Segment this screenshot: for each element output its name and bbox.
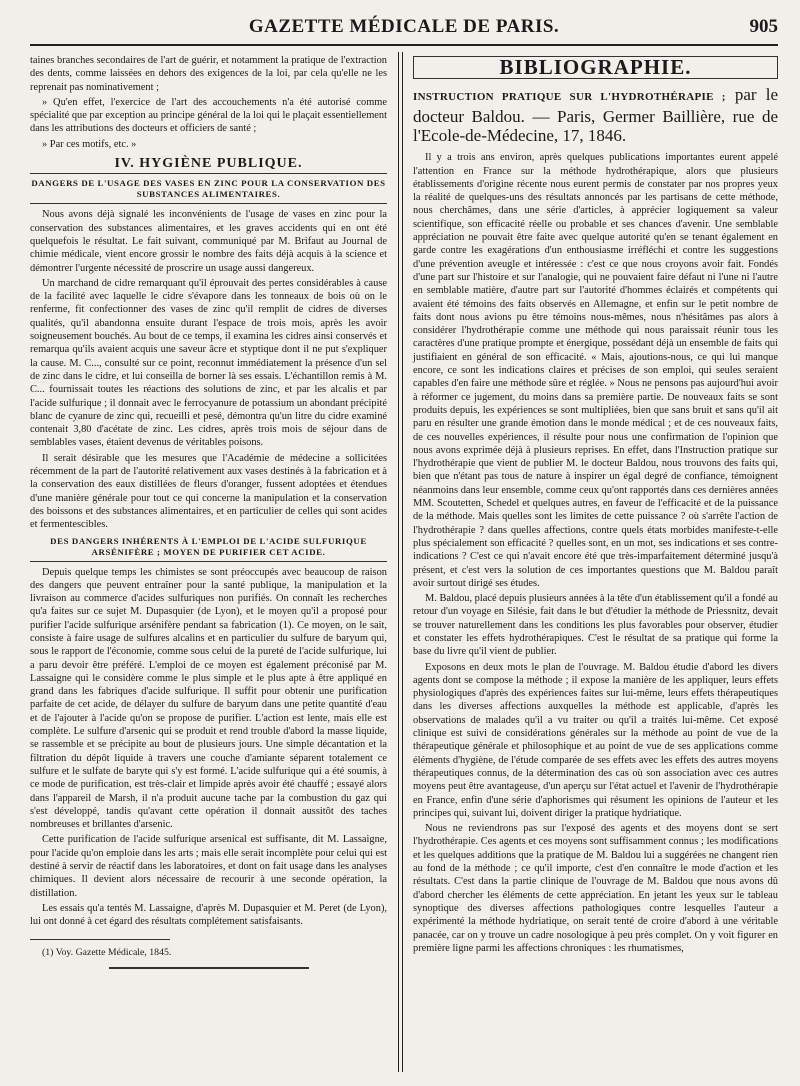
bottom-divider	[109, 967, 309, 969]
section-title-bibliographie: BIBLIOGRAPHIE.	[413, 56, 778, 79]
intro-paragraph: taines branches secondaires de l'art de guérir, et notamment la pratique de l'extraction des dents, comme laissées en dehors des exigences de la loi, par cela qu'elle ne les reprenait pas nominativement ;	[30, 55, 387, 93]
review-paragraph: Exposons en deux mots le plan de l'ouvrage. M. Baldou étudie d'abord les divers agents dont se compose la méthode ; il expose la manière de les appliquer, leurs effets physiologiques d'après des expériences faites sur lui-même, leurs effets thérapeutiques dans les diverses affections auxquelles la méthode est applicable, d'après les observations de malades qu'il a vu traiter ou qu'il a traités lui-même. Cet exposé clinique est suivi de considérations générales sur la méthode au point de vue de la thérapeutique générale et philosophique et au point de vue de ses applications comme éléments d'hygiène, de l'étude comparée de ses effets avec les effets des autres moyens thérapeutiques connus, de la détermination des cas où son association avec ces autres moyens peut être avantageuse, d'un aperçu sur l'état actuel et l'avenir de l'hydrothérapie en France, enfin d'une série d'aphorismes qui résument les opinions de l'auteur et les principes qui, suivant lui, doivent diriger la pratique hydriatique.	[413, 661, 778, 819]
book-title: INSTRUCTION PRATIQUE SUR L'HYDROTHÉRAPIE ;	[413, 91, 726, 104]
book-publication: par le docteur Baldou. — Paris, Germer Baillière, rue de l'Ecole-de-Médecine, 17, 1846.	[413, 85, 778, 146]
article-paragraph: Un marchand de cidre remarquant qu'il éprouvait des pertes considérables à cause de la facilité avec laquelle le cidre s'évapore dans les tonneaux de bois où on le renferme, fit confectionner des vases de zinc qu'il remplit de cidres de diverses qualités, qu'il abandonna ensuite durant l'espace de trois mois, après les avoir soigneusement bouchés. Au bout de ce temps, il examina les cidres ainsi conservés et remarqua qu'ils avaient acquis une saveur âcre et styptique dont il ne put s'expliquer la cause. M. C..., consulté sur ce point, reconnut immédiatement la présence d'un sel de zinc dans le cidre, et lui conseilla de borner là ses essais. L'échantillon remis à M. C... fournissait toutes les réactions des solutions de zinc, et par les alcalis et par l'acide sulfurique ; il donnait avec le ferrocyanure de potassium un abondant précipité blanc de cyanure de zinc qui, recueilli et pesé, démontra qu'un litre du cidre examiné contenait 3,80 d'acétate de zinc. Les cidres, après trois mois de séjour dans de semblables vases, étaient devenus de véritables poisons.	[30, 277, 387, 449]
footnote-divider	[30, 939, 170, 940]
article-paragraph: Nous avons déjà signalé les inconvénients de l'usage de vases en zinc pour la conservation des substances alimentaires, et les graves accidents qui en ont été quelquefois le résultat. Le fait suivant, communiqué par M. Brifaut au Journal de chimie médicale, vient encore grossir le nombre des faits déjà acquis à la science et démontrer l'urgente nécessité de proscrire un usage aussi dangereux.	[30, 209, 387, 274]
article-heading-acid: DES DANGERS INHÉRENTS À L'EMPLOI DE L'ACIDE SULFURIQUE ARSÉNIFÈRE ; MOYEN DE PURIFIER CET ACIDE.	[30, 536, 387, 562]
left-column	[30, 54, 387, 969]
article-heading-zinc: DANGERS DE L'USAGE DES VASES EN ZINC POUR LA CONSERVATION DES SUBSTANCES ALIMENTAIRES.	[30, 178, 387, 204]
page-header	[30, 14, 778, 46]
article-paragraph: Les essais qu'a tentés M. Lassaigne, d'après M. Dupasquier et M. Peret (de Lyon), lui ont donné à cet égard des résultats complétement satisfaisants.	[30, 902, 387, 928]
intro-paragraph: » Par ces motifs, etc. »	[42, 138, 137, 150]
article-paragraph: Il serait désirable que les mesures que l'Académie de médecine a sollicitées récemment de la part de l'autorité relativement aux vases destinés à la fabrication et à la conservation des eaux distillées de fleurs d'oranger, fussent adoptées et étendues d'une manière générale pour tout ce qui concerne la manipulation et la conservation des boissons et des substances alimentaires, et en particulier de celles qui sont acides et fermentescibles.	[30, 452, 387, 531]
article-paragraph: Cette purification de l'acide sulfurique arsenical est suffisante, dit M. Lassaigne, pour l'acide qu'on emploie dans les arts ; mais elle serait incomplète pour celui qui est destiné à servir de réactif dans les laboratoires, et dont on fait usage dans les analyses chimiques. Il devient alors nécessaire de recourir à une seconde opération, la distillation.	[30, 834, 387, 899]
review-paragraph: M. Baldou, placé depuis plusieurs années à la tête d'un établissement qu'il a fondé au retour d'un voyage en Silésie, fait dans le but d'étudier la méthode de Priessnitz, devait se trouver naturellement dans les conditions les plus favorables pour observer, étudier et constater les effets hydrothérapiques. C'est le résultat de sa pratique qui forme la base du livre qu'il vient de publier.	[413, 593, 778, 658]
column-divider	[398, 52, 403, 1072]
section-title-hygiene: IV. HYGIÈNE PUBLIQUE.	[30, 157, 387, 174]
article-paragraph: Depuis quelque temps les chimistes se sont préoccupés avec beaucoup de raison des dangers que peuvent entraîner pour la santé publique, la manipulation et la livraison au commerce d'acides sulfuriques non purifiés. On connaît les recherches qu'a faites sur ce sujet M. Dupasquier (de Lyon), et le moyen qu'il a proposé pour purifier l'acide sulfurique arsénifère pendant sa fabrication (1). Ce moyen, on le sait, consiste à faire usage de sulfures alcalins et en particulier du sulfure de baryum qui, sous le rapport de l'économie, comme sous celui de la pureté de l'acide sulfurique, lui a paru devoir être préféré. L'emploi de ce moyen est également préconisé par M. Lassaigne qui le considère comme le plus simple et le plus apte à être appliqué en grand dans les fabriques d'acide sulfurique. Il suffit pour obtenir une purification parfaite de cet acide, de délayer du sulfure de baryum dans une petite quantité d'eau et de l'ajouter à l'acide qu'on se propose de purifier. L'action est lente, mais elle est complète. Le sulfure d'arsenic qui se produit et rend trouble d'abord la masse liquide, se rassemble et se précipite au bout de plusieurs jours. Une simple décantation et la filtration du dépôt liquide à travers une couche d'amiante séparent totalement ce sulfure et le sulfate de baryte qui s'y est formé. L'acide sulfurique qui a été soumis, à ce mode de purification, est très-clair et limpide après avoir été chauffé ; essayé alors dans l'appareil de Marsh, il n'a produit aucune tache par la combustion du gaz qui s'est développé, tandis qu'avant cette opération il donnait aussitôt des taches nombreuses et brillantes d'arsenic.	[30, 566, 387, 831]
footnote: (1) Voy. Gazette Médicale, 1845.	[42, 946, 172, 958]
running-title: GAZETTE MÉDICALE DE PARIS.	[248, 16, 560, 37]
review-paragraph: Nous ne reviendrons pas sur l'exposé des agents et des moyens dont se sert l'hydrothérapie. Ces agents et ces moyens sont suffisamment connus ; les modifications et les quelques additions que la pratique de M. Baldou lui a suggérées ne changent rien au fond de la méthode ; ce qu'il importe, c'est d'en connaître le mode d'action et les résultats. C'est dans la partie clinique de l'ouvrage de M. Baldou que nous avons dû d'abord chercher les éléments de cette appréciation. En jetant les yeux sur le tableau synoptique des diverses affections pathologiques contre lesquelles l'auteur a expérimenté la méthode hydriatique, on serait tenté de croire d'abord à une véritable panacée, car on y trouve un cadre nosologique à peu près complet. On y voit figurer en première ligne parmi les affections chroniques : les rhumatismes,	[413, 823, 778, 954]
book-reference	[413, 85, 778, 145]
right-column	[413, 54, 778, 957]
intro-paragraph: » Qu'en effet, l'exercice de l'art des accouchements n'a été autorisé comme spécialité que par exception au principe général de la loi qui le plaçait essentiellement dans les attributions des docteurs et officiers de santé ;	[30, 96, 387, 135]
page-number: 905	[749, 16, 778, 37]
review-paragraph: Il y a trois ans environ, après quelques publications importantes eurent appelé l'attention en France sur la méthode hydrothérapique, alors que plusieurs établissements d'origine récente nous eurent permis de constater par nos propres yeux la réalité de quelques-uns des résultats annoncés par les partisans de cette méthode, nous cherchâmes, dans une série d'articles, à apprécier logiquement sa valeur scientifique, son efficacité réelle ou probable et ses chances d'avenir. Une semblable appréciation ne pouvait être faite avec quelque autorité qu'en se tenant également en garde contre les exagérations d'un enthousiasme irréfléchi et contre les suggestions d'une prévention aveugle et intéressée : c'est ce que nous croyons avoir fait. Fondés d'une part sur l'histoire et sur l'analogie, qui ne pouvaient faire défaut ni l'une ni l'autre en semblable matière, d'autre part sur l'autorité d'hommes éclairés et compétents qui avaient été témoins des faits observés en Allemagne, et enfin sur le petit nombre de faits dont nous avions pu être témoins nous-mêmes, nous n'hésitâmes pas alors à considérer l'hydrothérapie comme une méthode qui nous paraissait réunir tous les caractères d'une pratique prompte et énergique, possédant déjà un ensemble de faits qui justifiaient en général de son efficacité. « Mais, ajoutions-nous, ce qui lui manque encore, ce sont les indications claires et précises de son emploi, qui seules seraient capables d'en faire une méthode sûre et réglée. » Nous ne pensons pas aujourd'hui avoir à réformer ce jugement, du moins dans sa première partie. De nouveaux faits se sont produits depuis, les expériences se sont multipliées, bien que sans bruit et sans qu'il ait paru en résulter une grande émotion dans le monde médical ; et de ces nouveaux faits, de ces nouvelles expériences, il résulte pour nous une confirmation de l'opinion que nous avons exprimée déjà à plusieurs reprises. En effet, dans l'Instruction pratique sur l'hydrothérapie que vient de publier M. le docteur Baldou, nous trouvons des faits qui, bien que n'étant pas tous de nature à inspirer un égal degré de confiance, témoignent néanmoins dans leur ensemble, comme ceux qu'ont rapportés dans ces dernières années MM. Scoutetten, Schedel et quelques autres, en faveur de l'efficacité et de la puissance de la méthode. Mais quelles sont les limites de cette puissance ? où s'arrête l'action de l'hydrothérapie ? dans quelles affections, contre quels états morbides manifeste-t-elle plus spécialement son efficacité ? quelles sont, en un mot, ses indications et ses contre-indications ? C'est ce qui n'avait encore été que très-imparfaitement déterminé jusqu'à présent, et c'est vers la solution de ces importantes questions que M. Baldou paraît avoir surtout dirigé ses études.	[413, 152, 778, 589]
